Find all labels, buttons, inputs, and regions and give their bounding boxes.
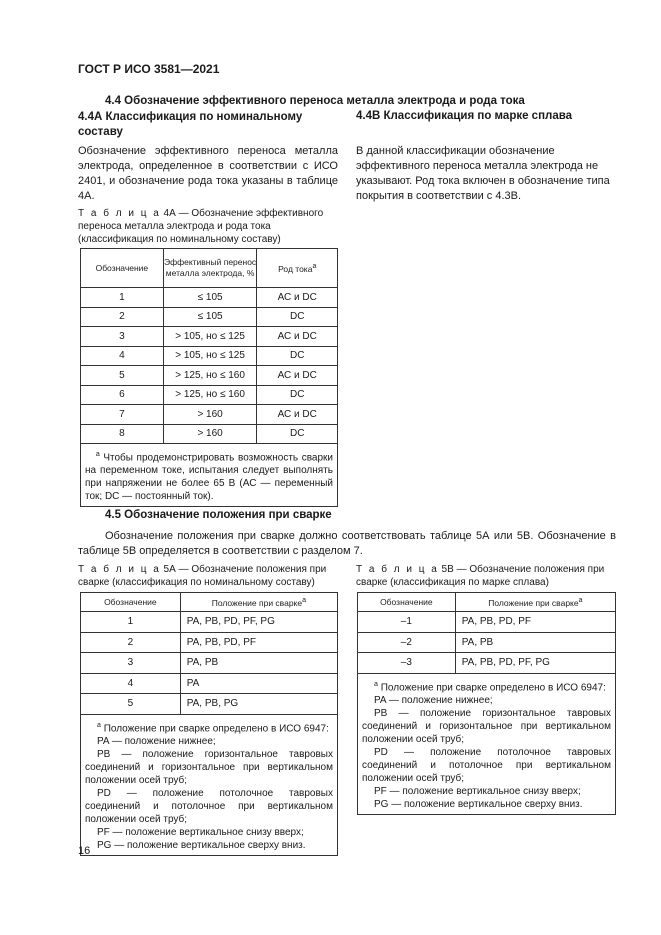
- footnote-line: PB — положение горизонтальное тавровых соединений и горизонтальное при вертикальном положении осей труб;: [362, 707, 611, 745]
- table-cell: PA, PB, PD, PF, PG: [455, 653, 615, 674]
- table-row: [81, 653, 338, 674]
- column-header: Обозначение: [81, 249, 164, 288]
- table-cell: PA, PB, PG: [180, 694, 337, 715]
- column-header: [257, 249, 338, 288]
- table-5b-caption: [356, 563, 618, 589]
- table-row: [81, 366, 338, 386]
- table-row: [81, 385, 338, 405]
- footnote-mark: a: [302, 597, 306, 605]
- table-cell: АС и DC: [257, 405, 338, 425]
- column-header-text: Положение при сварке: [488, 597, 579, 608]
- table-row: [81, 694, 338, 715]
- table-cell: 3: [81, 327, 164, 347]
- column-header: Обозначение: [81, 593, 181, 612]
- table-cell: 5: [81, 694, 181, 715]
- footnote-line: PB — положение горизонтальное тавровых соединений и горизонтальное при вертикальном положении осей труб;: [85, 748, 333, 786]
- caption-rest: 5А — Обозначение положения при сварке (классификация по номинальному составу): [78, 564, 327, 588]
- column-header: Обозначение: [358, 593, 456, 612]
- section-4-5-text: Обозначение положения при сварке должно соответствовать таблице 5А или 5В. Обозначение в таблице 5В определяется в соответствии с разделом 7.: [78, 530, 616, 557]
- caption-lead: Т а б л и ц а: [356, 564, 439, 575]
- table-cell: > 125, но ≤ 160: [163, 385, 257, 405]
- footnote-line: PD — положение потолочное тавровых соединений и потолочное при вертикальном положении осей труб;: [362, 746, 611, 784]
- table-row: [358, 612, 616, 633]
- column-header-text: Положение при сварке: [211, 597, 303, 608]
- table-cell: 6: [81, 385, 164, 405]
- table-cell: > 105, но ≤ 125: [163, 327, 257, 347]
- footnote-line: PF — положение вертикальное снизу вверх;: [97, 826, 304, 838]
- section-4-4a-text: Обозначение эффективного переноса металла электрода, определенное в соответствии с ИСО 2401, и обозначение рода тока указаны в таблице 4А.: [78, 145, 338, 202]
- table-footnote-row: [358, 673, 616, 814]
- table-cell: 4: [81, 673, 181, 694]
- footnote-text: Чтобы продемонстрировать возможность сварки на переменном токе, испытания следует выполнять при напряжении не более 65 В (АС — переменный ток; DC — постоянный ток).: [85, 452, 333, 503]
- table-5a: [80, 592, 338, 856]
- page-number: 16: [78, 845, 91, 857]
- footnote-line: [85, 719, 333, 735]
- table-row: [81, 424, 338, 444]
- footnote-line: PA — положение нижнее;: [374, 694, 493, 706]
- section-4-4b-title: 4.4В Классификация по марке сплава: [356, 110, 573, 122]
- table-cell: PA, PB, PD, PF: [455, 612, 615, 633]
- table-cell: DC: [257, 385, 338, 405]
- footnote-mark: a: [578, 597, 583, 605]
- table-row: [81, 632, 338, 653]
- footnote-mark: a: [374, 680, 378, 688]
- table-cell: 2: [81, 632, 181, 653]
- footnote-text: Положение при сварке определено в ИСО 6947:: [103, 722, 329, 734]
- table-cell: > 105, но ≤ 125: [163, 346, 257, 366]
- caption-rest: 4А — Обозначение эффективного переноса металла электрода и рода тока (классификация по номинальному составу): [78, 208, 324, 245]
- table-cell: DC: [257, 424, 338, 444]
- column-header: [455, 593, 615, 612]
- table-header-row: [81, 249, 338, 288]
- table-5b-body: [358, 612, 616, 674]
- table-row: [358, 653, 616, 674]
- table-4a-body: [81, 288, 338, 444]
- table-cell: PA, PB, PD, PF, PG: [180, 612, 337, 633]
- footnote-line: PA — положение нижнее;: [97, 735, 216, 747]
- table-4a-caption: [78, 207, 338, 246]
- table-row: [358, 632, 616, 653]
- section-4-4b-text: В данной классификации обозначение эффективного переноса металла электрода не указывают. Род тока включен в обозначение типа покрытия в соответствии с 4.3В.: [356, 145, 610, 202]
- table-cell: > 125, но ≤ 160: [163, 366, 257, 386]
- footnote-mark: a: [312, 263, 317, 271]
- column-header: Эффективный перенос металла электрода, %: [163, 249, 257, 288]
- table-cell: 7: [81, 405, 164, 425]
- table-footnote-row: [81, 714, 338, 855]
- table-row: [81, 612, 338, 633]
- table-cell: PA, PB: [180, 653, 337, 674]
- table-cell: 1: [81, 288, 164, 308]
- table-cell: –3: [358, 653, 456, 674]
- table-cell: 2: [81, 307, 164, 327]
- footnote-mark: a: [97, 721, 101, 729]
- column-header: [180, 593, 337, 612]
- table-cell: 4: [81, 346, 164, 366]
- table-cell: 3: [81, 653, 181, 674]
- table-cell: PA, PB, PD, PF: [180, 632, 337, 653]
- section-4-4a-title: 4.4А Классификация по номинальному составу: [78, 111, 303, 138]
- table-header-row: [81, 593, 338, 612]
- column-header-text: Род тока: [278, 263, 313, 274]
- section-4-5-paragraph: [78, 529, 616, 559]
- section-4-4-title: 4.4 Обозначение эффективного переноса металла электрода и рода тока: [105, 95, 525, 107]
- caption-lead: Т а б л и ц а: [78, 208, 161, 219]
- footnote-line: PD — положение потолочное тавровых соединений и потолочное при вертикальном положении осей труб;: [85, 787, 333, 825]
- table-cell: DC: [257, 346, 338, 366]
- table-row: [81, 673, 338, 694]
- table-cell: АС и DC: [257, 288, 338, 308]
- table-4a: [80, 248, 338, 507]
- table-cell: > 160: [163, 405, 257, 425]
- table-row: [81, 405, 338, 425]
- table-5a-caption: [78, 563, 340, 589]
- table-row: [81, 327, 338, 347]
- table-footnote-row: [81, 444, 338, 507]
- table-5a-body: [81, 612, 338, 715]
- table-row: [81, 346, 338, 366]
- footnote-line: [362, 678, 611, 694]
- document-header: ГОСТ Р ИСО 3581—2021: [78, 62, 220, 76]
- caption-rest: 5В — Обозначение положения при сварке (классификация по марке сплава): [356, 564, 605, 588]
- footnote-mark: a: [95, 451, 100, 458]
- footnote-line: PF — положение вертикальное снизу вверх;: [374, 785, 581, 797]
- table-cell: PA: [180, 673, 337, 694]
- table-5b: [357, 592, 616, 815]
- caption-lead: Т а б л и ц а: [78, 564, 161, 575]
- table-row: [81, 288, 338, 308]
- table-cell: 1: [81, 612, 181, 633]
- table-cell: АС и DC: [257, 327, 338, 347]
- table-cell: АС и DC: [257, 366, 338, 386]
- section-4-5-title: 4.5 Обозначение положения при сварке: [105, 509, 332, 521]
- table-cell: –2: [358, 632, 456, 653]
- table-cell: ≤ 105: [163, 288, 257, 308]
- footnote-text: Положение при сварке определено в ИСО 6947:: [380, 681, 606, 693]
- table-row: [81, 307, 338, 327]
- table-cell: –1: [358, 612, 456, 633]
- table-cell: DC: [257, 307, 338, 327]
- footnote-line: PG — положение вертикальное сверху вниз.: [374, 798, 583, 810]
- footnote-line: PG — положение вертикальное сверху вниз.: [97, 839, 306, 851]
- table-cell: > 160: [163, 424, 257, 444]
- table-cell: 5: [81, 366, 164, 386]
- table-cell: ≤ 105: [163, 307, 257, 327]
- table-header-row: [358, 593, 616, 612]
- table-5a-footnote: [81, 714, 338, 855]
- table-cell: 8: [81, 424, 164, 444]
- table-cell: PA, PB: [455, 632, 615, 653]
- table-4a-footnote: [81, 444, 338, 507]
- table-5b-footnote: [358, 673, 616, 814]
